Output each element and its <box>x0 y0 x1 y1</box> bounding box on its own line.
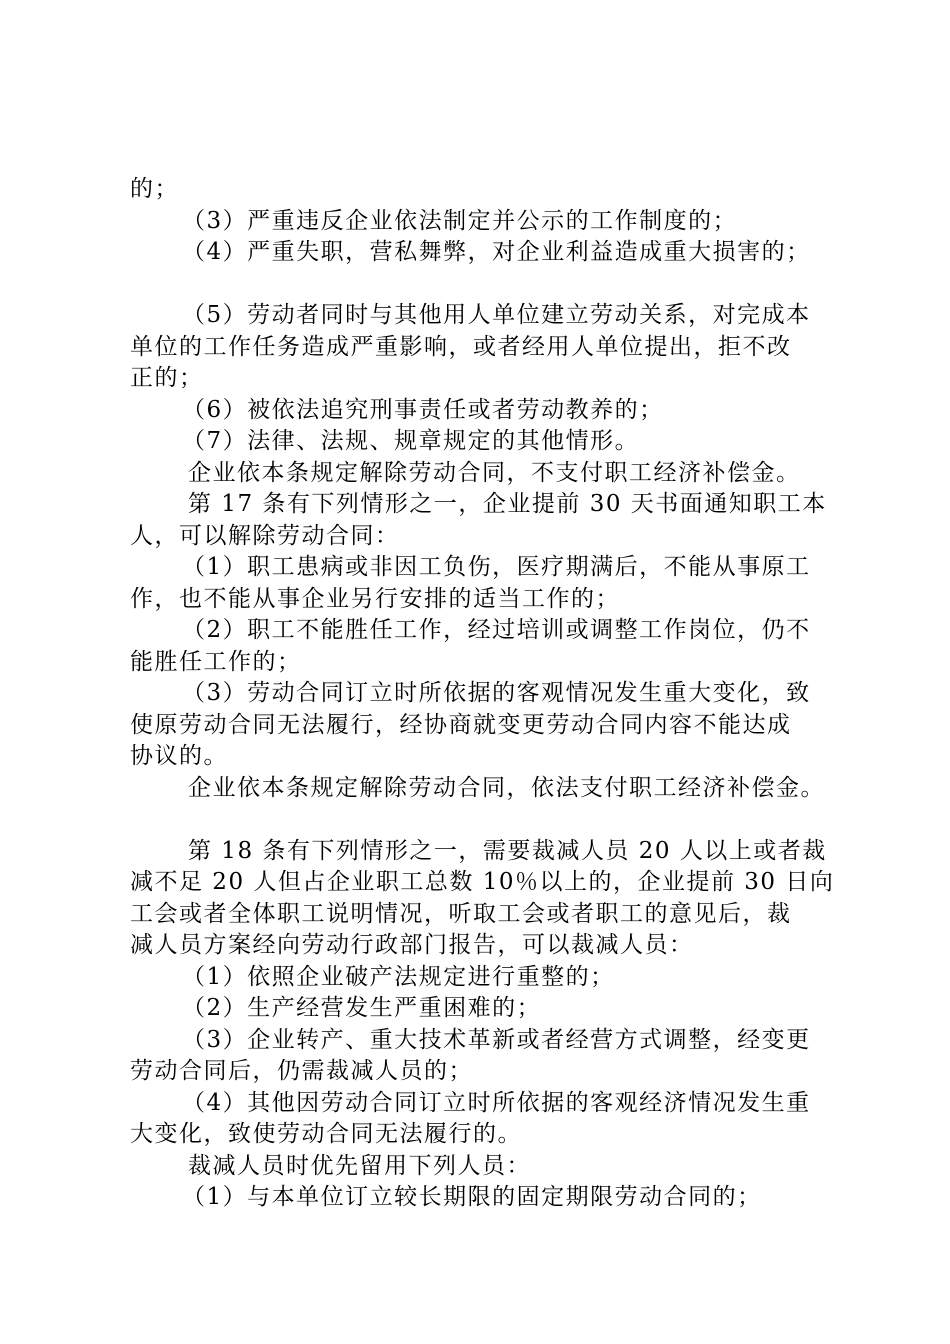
text-line: 人，可以解除劳动合同： <box>130 522 400 549</box>
text-line: 企业依本条规定解除劳动合同，依法支付职工经济补偿金。 <box>188 774 825 801</box>
text-line: （1）职工患病或非因工负伤，医疗期满后，不能从事原工 <box>182 554 811 580</box>
text-line: （5）劳动者同时与其他用人单位建立劳动关系，对完成本 <box>182 302 811 328</box>
text-line: 工会或者全体职工说明情况，听取工会或者职工的意见后，裁 <box>130 900 792 927</box>
text-line: 第 18 条有下列情形之一，需要裁减人员 20 人以上或者裁 <box>188 837 827 864</box>
text-line: 使原劳动合同无法履行，经协商就变更劳动合同内容不能达成 <box>130 711 792 738</box>
text-line: （7）法律、法规、规章规定的其他情形。 <box>182 428 640 454</box>
text-line: （1）依照企业破产法规定进行重整的； <box>182 963 615 990</box>
text-line: （2）生产经营发生严重困难的； <box>182 995 542 1021</box>
text-line: 协议的。 <box>130 743 228 769</box>
text-line: 作，也不能从事企业另行安排的适当工作的； <box>130 585 620 612</box>
text-line: （6）被依法追究刑事责任或者劳动教养的； <box>182 396 664 423</box>
text-line: 能胜任工作的； <box>130 648 302 675</box>
document-body <box>130 174 835 1214</box>
text-line: （3）劳动合同订立时所依据的客观情况发生重大变化，致 <box>182 680 811 706</box>
text-line: （3）严重违反企业依法制定并公示的工作制度的； <box>182 207 738 234</box>
text-line: 减不足 20 人但占企业职工总数 10％以上的，企业提前 30 日向 <box>130 869 835 895</box>
text-line: （4）其他因劳动合同订立时所依据的客观经济情况发生重 <box>182 1089 811 1116</box>
text-line: （1）与本单位订立较长期限的固定期限劳动合同的； <box>182 1184 762 1210</box>
text-line: 大变化，致使劳动合同无法履行的。 <box>130 1121 522 1147</box>
text-line: 劳动合同后，仍需裁减人员的； <box>130 1058 473 1084</box>
text-line: 正的； <box>130 365 204 391</box>
text-line: 的； <box>130 176 179 202</box>
text-line: 企业依本条规定解除劳动合同，不支付职工经济补偿金。 <box>188 459 801 486</box>
text-line: 裁减人员时优先留用下列人员： <box>188 1152 531 1179</box>
text-line: 减人员方案经向劳动行政部门报告，可以裁减人员： <box>130 932 694 958</box>
blank-line <box>130 269 830 301</box>
text-line: 第 17 条有下列情形之一，企业提前 30 天书面通知职工本 <box>188 491 827 517</box>
blank-line <box>130 804 830 836</box>
text-line: （2）职工不能胜任工作，经过培训或调整工作岗位，仍不 <box>182 617 811 643</box>
text-line: （4）严重失职，营私舞弊，对企业利益造成重大损害的； <box>182 239 811 265</box>
text-line: （3）企业转产、重大技术革新或者经营方式调整，经变更 <box>182 1026 811 1053</box>
text-line: 单位的工作任务造成严重影响，或者经用人单位提出，拒不改 <box>130 333 792 360</box>
